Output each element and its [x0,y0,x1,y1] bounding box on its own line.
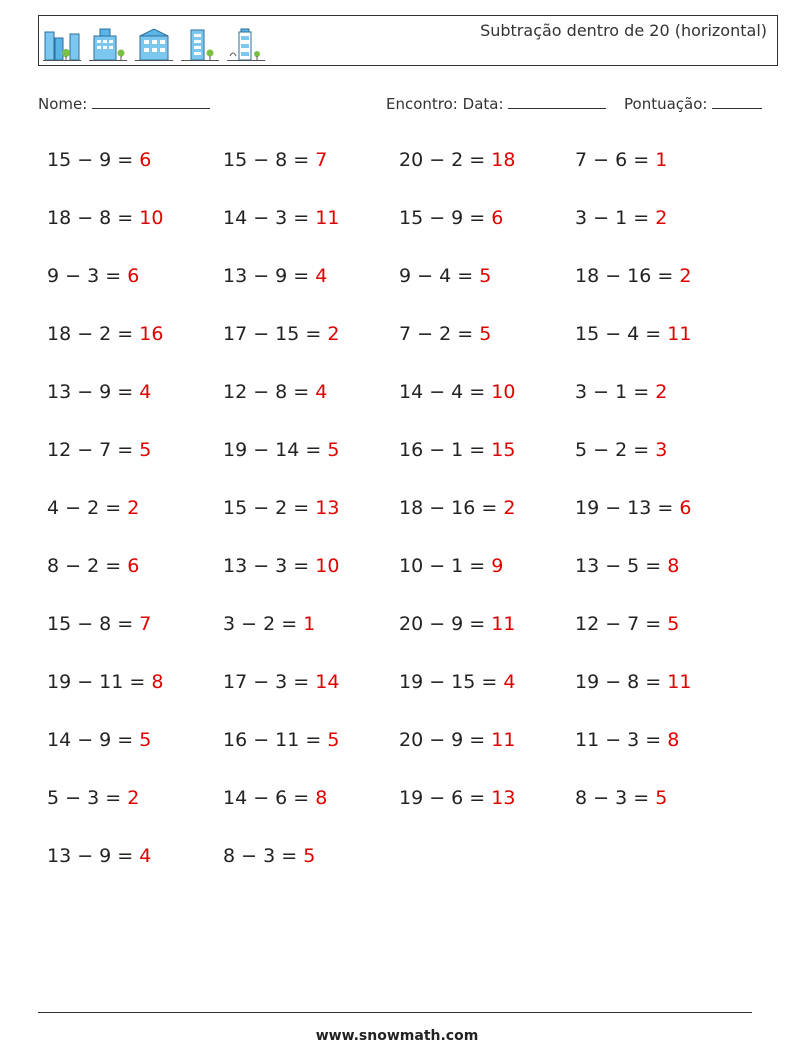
problem-question: 19 − 13 = [575,497,680,519]
problem-item [47,316,223,352]
problem-question: 15 − 8 = [223,149,316,171]
problem-question: 8 − 3 = [223,845,304,867]
problem-answer: 5 [667,613,680,635]
problem-question: 12 − 7 = [47,439,140,461]
problem-answer: 11 [491,729,516,751]
problem-question: 7 − 6 = [575,149,656,171]
problem-answer: 14 [315,671,340,693]
problem-answer: 4 [139,381,152,403]
problem-answer: 6 [491,207,504,229]
problem-item [575,722,751,758]
problem-question: 20 − 9 = [399,729,492,751]
problem-item [47,780,223,816]
problem-answer: 11 [667,671,692,693]
problem-item [223,142,399,178]
problem-answer: 9 [491,555,504,577]
problem-answer: 2 [327,323,340,345]
problem-answer: 11 [315,207,340,229]
problem-item [575,200,751,236]
problem-question: 10 − 1 = [399,555,492,577]
problem-question: 19 − 15 = [399,671,504,693]
problem-item [47,548,223,584]
score-label: Pontuação: [624,95,708,113]
problem-item [399,258,575,294]
problem-item [223,722,399,758]
apartment-building-icon [135,26,173,62]
problem-answer: 6 [139,149,152,171]
footer-url: www.snowmath.com [315,1028,479,1044]
problem-item [223,780,399,816]
problem-item [47,200,223,236]
problem-question: 19 − 8 = [575,671,668,693]
problem-question: 4 − 2 = [47,497,128,519]
problem-answer: 2 [679,265,692,287]
problem-question: 13 − 9 = [223,265,316,287]
problem-item [47,374,223,410]
problem-answer: 5 [139,439,152,461]
problem-question: 9 − 4 = [399,265,480,287]
problem-answer: 1 [303,613,316,635]
problem-question: 16 − 11 = [223,729,328,751]
problem-item [223,606,399,642]
problem-item [223,258,399,294]
header-icons [43,22,265,62]
problem-question: 5 − 3 = [47,787,128,809]
meeting-date-field [386,94,606,113]
problem-item [223,664,399,700]
problem-answer: 11 [667,323,692,345]
name-blank[interactable] [92,94,210,109]
problem-answer: 2 [655,207,668,229]
problem-answer: 5 [139,729,152,751]
problem-answer: 8 [315,787,328,809]
problem-item [399,432,575,468]
problem-answer: 10 [139,207,164,229]
problem-question: 15 − 2 = [223,497,316,519]
problem-question: 18 − 8 = [47,207,140,229]
problem-item [47,722,223,758]
problem-item [47,664,223,700]
problem-grid [47,142,767,896]
problem-item [223,548,399,584]
score-field [624,94,762,113]
problem-answer: 4 [139,845,152,867]
office-building-icon [89,26,127,62]
problem-answer: 1 [655,149,668,171]
name-field [38,94,210,113]
problem-question: 20 − 9 = [399,613,492,635]
problem-answer: 11 [491,613,516,635]
date-blank[interactable] [508,94,606,109]
problem-answer: 8 [667,555,680,577]
problem-question: 3 − 2 = [223,613,304,635]
problem-answer: 8 [667,729,680,751]
problem-answer: 5 [303,845,316,867]
name-label: Nome: [38,95,88,113]
problem-item [575,258,751,294]
problem-question: 18 − 2 = [47,323,140,345]
problem-answer: 6 [679,497,692,519]
problem-question: 16 − 1 = [399,439,492,461]
problem-question: 17 − 15 = [223,323,328,345]
problem-answer: 4 [315,381,328,403]
problem-answer: 13 [315,497,340,519]
problem-answer: 8 [151,671,164,693]
problem-question: 3 − 1 = [575,381,656,403]
problem-answer: 6 [127,265,140,287]
worksheet-header [38,15,778,66]
problem-question: 13 − 9 = [47,381,140,403]
problem-item [575,316,751,352]
problem-item [223,374,399,410]
problem-answer: 5 [479,265,492,287]
problem-answer: 4 [503,671,516,693]
problem-question: 17 − 3 = [223,671,316,693]
problem-answer: 7 [139,613,152,635]
problem-question: 12 − 8 = [223,381,316,403]
problem-item [223,490,399,526]
problem-answer: 16 [139,323,164,345]
problem-item [575,606,751,642]
problem-question: 11 − 3 = [575,729,668,751]
problem-item [47,432,223,468]
problem-item [47,258,223,294]
problem-question: 14 − 9 = [47,729,140,751]
worksheet-title: Subtração dentro de 20 (horizontal) [480,21,767,40]
problem-item [47,838,223,874]
building-with-tree-icon [227,26,265,62]
problem-question: 18 − 16 = [575,265,680,287]
problem-answer: 5 [327,729,340,751]
problem-answer: 13 [491,787,516,809]
problem-item [223,200,399,236]
problem-question: 15 − 9 = [399,207,492,229]
problem-answer: 2 [127,787,140,809]
problem-item [399,200,575,236]
problem-answer: 7 [315,149,328,171]
problem-question: 20 − 2 = [399,149,492,171]
problem-question: 13 − 5 = [575,555,668,577]
problem-item [575,432,751,468]
problem-item [575,142,751,178]
problem-answer: 5 [327,439,340,461]
problem-item [223,316,399,352]
problem-question: 19 − 6 = [399,787,492,809]
problem-question: 19 − 11 = [47,671,152,693]
problem-question: 3 − 1 = [575,207,656,229]
problem-question: 15 − 4 = [575,323,668,345]
problem-answer: 15 [491,439,516,461]
problem-question: 7 − 2 = [399,323,480,345]
problem-answer: 10 [491,381,516,403]
problem-item [399,548,575,584]
problem-item [575,548,751,584]
footer-divider [38,1012,752,1013]
problem-item [223,432,399,468]
problem-question: 12 − 7 = [575,613,668,635]
problem-question: 13 − 9 = [47,845,140,867]
problem-item [223,838,399,874]
problem-question: 8 − 2 = [47,555,128,577]
problem-item [575,490,751,526]
problem-item [47,490,223,526]
problem-item [575,664,751,700]
problem-item [399,606,575,642]
problem-item [47,606,223,642]
problem-answer: 6 [127,555,140,577]
problem-answer: 2 [655,381,668,403]
problem-answer: 5 [479,323,492,345]
score-blank[interactable] [712,94,762,109]
problem-answer: 18 [491,149,516,171]
problem-question: 15 − 8 = [47,613,140,635]
problem-item [399,374,575,410]
skyscrapers-icon [43,26,81,62]
problem-question: 8 − 3 = [575,787,656,809]
tower-icon [181,26,219,62]
problem-question: 9 − 3 = [47,265,128,287]
date-label: Data: [462,95,504,113]
problem-item [399,142,575,178]
problem-answer: 10 [315,555,340,577]
problem-question: 15 − 9 = [47,149,140,171]
problem-item [399,316,575,352]
problem-answer: 2 [503,497,516,519]
meeting-label: Encontro: [386,95,458,113]
problem-question: 14 − 6 = [223,787,316,809]
problem-item [399,780,575,816]
problem-answer: 5 [655,787,668,809]
problem-question: 14 − 3 = [223,207,316,229]
problem-answer: 4 [315,265,328,287]
problem-item [575,374,751,410]
problem-question: 13 − 3 = [223,555,316,577]
problem-question: 18 − 16 = [399,497,504,519]
problem-item [399,722,575,758]
problem-answer: 2 [127,497,140,519]
problem-item [399,664,575,700]
problem-item [399,490,575,526]
problem-question: 14 − 4 = [399,381,492,403]
problem-answer: 3 [655,439,668,461]
problem-item [47,142,223,178]
problem-question: 19 − 14 = [223,439,328,461]
problem-item [575,780,751,816]
problem-question: 5 − 2 = [575,439,656,461]
